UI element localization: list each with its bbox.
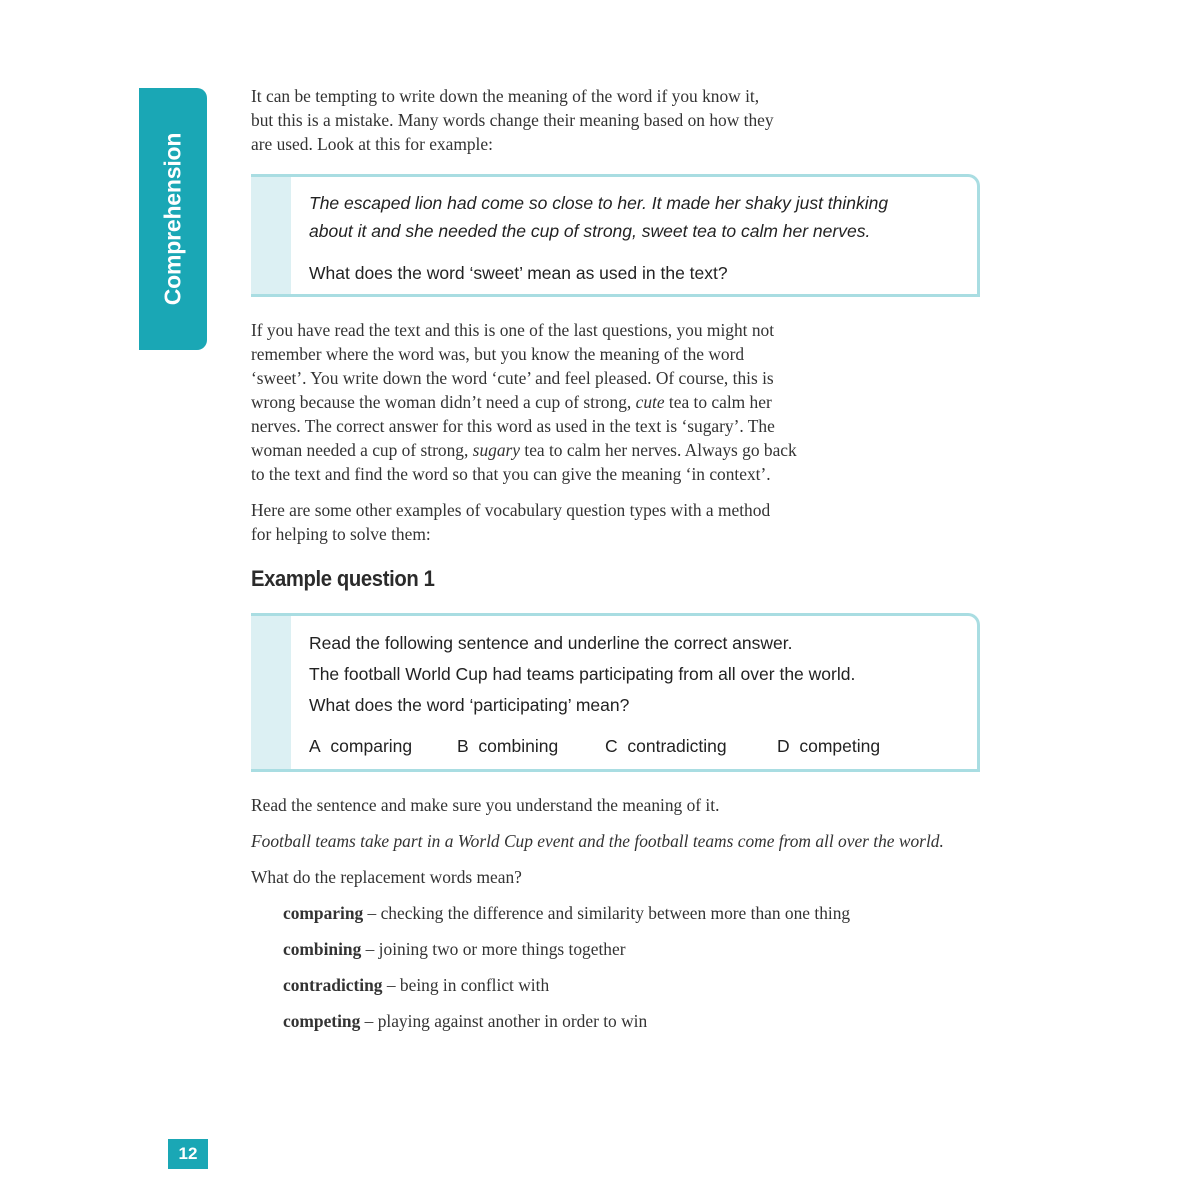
example-question-box	[251, 613, 980, 772]
definition-item	[283, 1009, 647, 1033]
definition-word: combining	[283, 939, 362, 959]
box-accent-strip	[251, 613, 291, 772]
quote-line: The escaped lion had come so close to her. It made her shaky just thinking	[309, 193, 889, 213]
definition-meaning: – joining two or more things together	[361, 939, 626, 959]
definition-item	[283, 937, 626, 961]
section-tab	[139, 88, 207, 350]
explanation-line: nerves. The correct answer for this word as used in the text is ‘sugary’. The	[251, 416, 775, 436]
option-b[interactable]	[457, 734, 605, 758]
quote-line: about it and she needed the cup of strong, sweet tea to calm her nerves.	[309, 221, 871, 241]
explanation-line: remember where the word was, but you know the meaning of the word	[251, 344, 745, 364]
option-text: comparing	[330, 736, 413, 756]
definition-item	[283, 901, 850, 925]
emphasis-sugary: sugary	[472, 440, 521, 460]
option-d[interactable]	[777, 734, 880, 758]
explanation-line: woman needed a cup of strong,	[251, 440, 473, 460]
section-tab-label: Comprehension	[159, 132, 186, 306]
option-letter: D	[777, 736, 790, 756]
answer-options	[309, 734, 967, 758]
definition-word: competing	[283, 1011, 361, 1031]
explanation-line: ‘sweet’. You write down the word ‘cute’ and feel pleased. Of course, this is	[251, 368, 774, 388]
method-read-line: Read the sentence and make sure you understand the meaning of it.	[251, 795, 720, 815]
explanation-line: to the text and find the word so that you can give the meaning ‘in context’.	[251, 464, 771, 484]
definition-word: comparing	[283, 903, 364, 923]
explanation-line: wrong because the woman didn’t need a cup of strong,	[251, 392, 636, 412]
example-quote	[309, 189, 967, 245]
definition-meaning: – being in conflict with	[382, 975, 550, 995]
example-text-box	[251, 174, 980, 297]
definition-meaning: – playing against another in order to win	[360, 1011, 648, 1031]
option-letter: A	[309, 736, 321, 756]
method-paraphrase: Football teams take part in a World Cup event and the football teams come from all over the world.	[251, 831, 944, 851]
question-text	[309, 628, 967, 721]
option-c[interactable]	[605, 734, 777, 758]
question-prompt: What does the word ‘participating’ mean?	[309, 695, 630, 715]
emphasis-cute: cute	[635, 392, 665, 412]
option-text: combining	[478, 736, 559, 756]
example-question: What does the word ‘sweet’ mean as used in the text?	[309, 263, 728, 283]
explanation-paragraph	[251, 318, 871, 486]
option-text: contradicting	[627, 736, 727, 756]
definition-word: contradicting	[283, 975, 383, 995]
definition-meaning: – checking the difference and similarity between more than one thing	[363, 903, 851, 923]
other-examples-paragraph	[251, 498, 871, 546]
method-replacement-question: What do the replacement words mean?	[251, 867, 522, 887]
intro-line: but this is a mistake. Many words change their meaning based on how they	[251, 110, 774, 130]
page-number: 12	[168, 1139, 208, 1169]
option-letter: B	[457, 736, 469, 756]
definition-item	[283, 973, 549, 997]
example-question-heading: Example question 1	[251, 566, 435, 591]
box-accent-strip	[251, 174, 291, 297]
explanation-line: tea to calm her nerves. Always go back	[520, 440, 797, 460]
option-letter: C	[605, 736, 618, 756]
other-examples-line: for helping to solve them:	[251, 524, 431, 544]
explanation-line: tea to calm her	[664, 392, 772, 412]
option-a[interactable]	[309, 734, 457, 758]
option-text: competing	[799, 736, 881, 756]
explanation-line: If you have read the text and this is one of the last questions, you might not	[251, 320, 775, 340]
intro-paragraph	[251, 84, 851, 156]
intro-line: are used. Look at this for example:	[251, 134, 493, 154]
question-instruction: Read the following sentence and underline the correct answer.	[309, 633, 793, 653]
intro-line: It can be tempting to write down the meaning of the word if you know it,	[251, 86, 760, 106]
other-examples-line: Here are some other examples of vocabulary question types with a method	[251, 500, 771, 520]
question-sentence: The football World Cup had teams participating from all over the world.	[309, 664, 856, 684]
